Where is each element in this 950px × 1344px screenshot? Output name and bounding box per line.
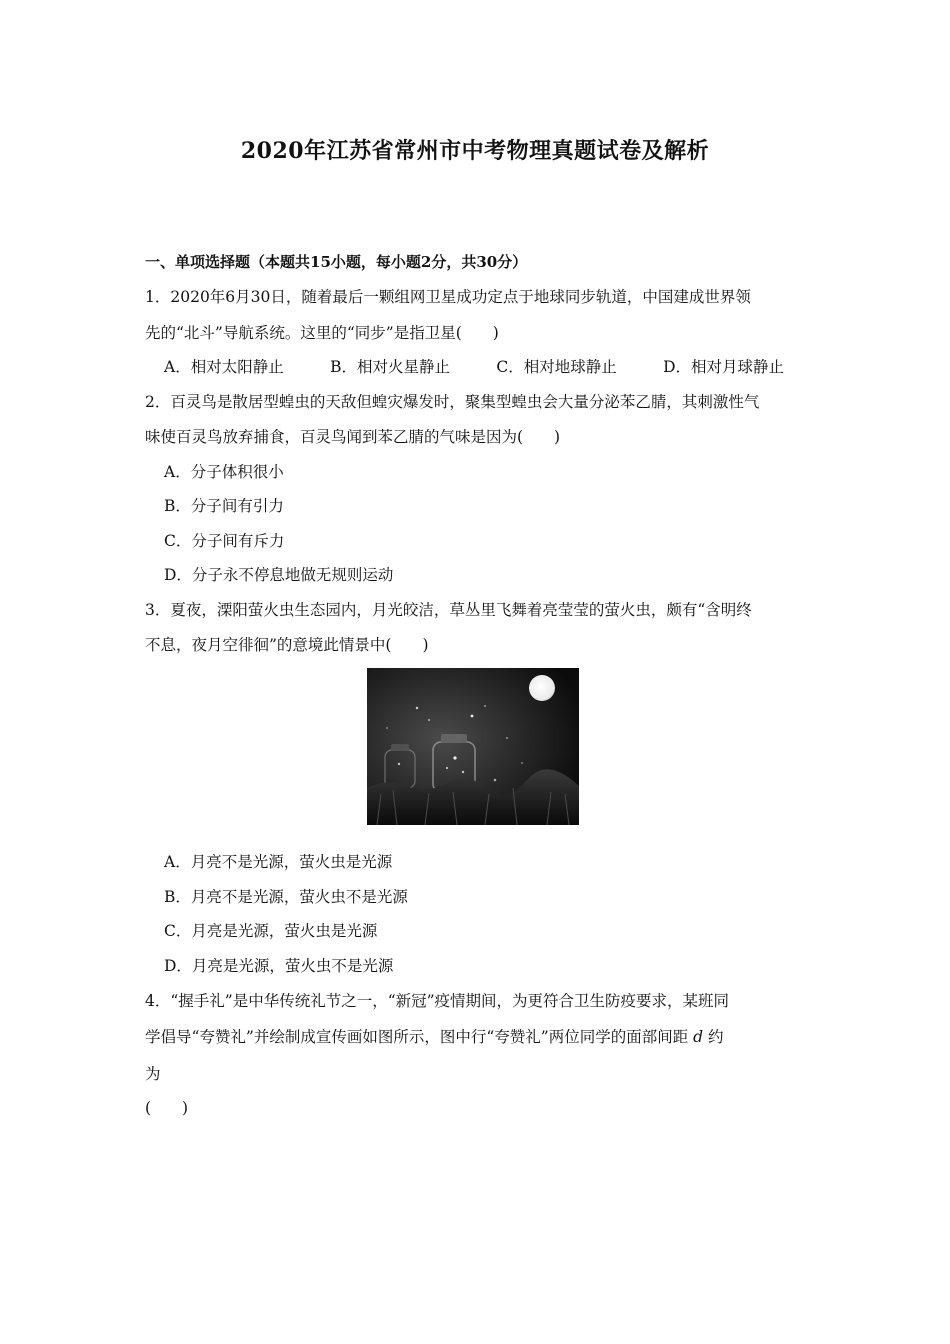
q1-options: [164, 356, 824, 378]
q1-option-b: B．相对火星静止: [330, 358, 450, 376]
q4-variable-d: d: [693, 1028, 704, 1046]
q2-stem-line2: 味使百灵鸟放弃捕食，百灵鸟闻到苯乙腈的气味是因为( ): [145, 428, 561, 446]
q3-option-a: A．月亮不是光源，萤火虫是光源: [164, 853, 393, 871]
q2-option-b: B．分子间有引力: [164, 497, 284, 515]
q4-stem-line3: 为: [145, 1065, 161, 1083]
section-heading: 一、单项选择题（本题共15小题，每小题2分，共30分）: [145, 253, 528, 271]
q2-option-c: C．分子间有斥力: [164, 532, 285, 550]
q3-option-b: B．月亮不是光源，萤火虫不是光源: [164, 888, 408, 906]
q1-stem-line1: 1．2020年6月30日，随着最后一颗组网卫星成功定点于地球同步轨道，中国建成世界领: [145, 288, 751, 306]
q1-option-d: D．相对月球静止: [663, 358, 784, 376]
q2-stem-line1: 2．百灵鸟是散居型蝗虫的天敌但蝗灾爆发时，聚集型蝗虫会大量分泌苯乙腈，其刺激性气: [145, 393, 760, 411]
q4-stem-line1: 4．“握手礼”是中华传统礼节之一，“新冠”疫情期间，为更符合卫生防疫要求，某班同: [145, 992, 730, 1010]
moon: [529, 675, 555, 701]
q2-option-a: A．分子体积很小: [164, 463, 284, 481]
night-scene-illustration: [367, 668, 579, 825]
q1-option-c: C．相对地球静止: [496, 358, 617, 376]
q3-stem-line1: 3．夏夜，溧阳萤火虫生态园内，月光皎洁，草丛里飞舞着亮莹莹的萤火虫，颇有“含明终: [145, 601, 752, 619]
q3-option-d: D．月亮是光源，萤火虫不是光源: [164, 957, 394, 975]
page-title: 2020年江苏省常州市中考物理真题试卷及解析: [240, 138, 710, 164]
q3-stem-line2: 不息，夜月空徘徊”的意境此情景中( ): [145, 636, 429, 654]
q4-answer-bracket: ( ): [145, 1099, 189, 1117]
q4-stem-line2-text: 学倡导“夸赞礼”并绘制成宣传画如图所示，图中行“夸赞礼”两位同学的面部间距: [145, 1028, 689, 1046]
fireflies-moon-photo: [367, 668, 579, 825]
q1-stem-line2: 先的“北斗”导航系统。这里的“同步”是指卫星( ): [145, 324, 499, 342]
q4-stem-line2-end: 约: [708, 1028, 724, 1046]
q1-option-a: A．相对太阳静止: [164, 358, 284, 376]
q3-option-c: C．月亮是光源，萤火虫是光源: [164, 922, 378, 940]
q4-stem-line2: [145, 1026, 805, 1048]
q2-option-d: D．分子永不停息地做无规则运动: [164, 566, 394, 584]
